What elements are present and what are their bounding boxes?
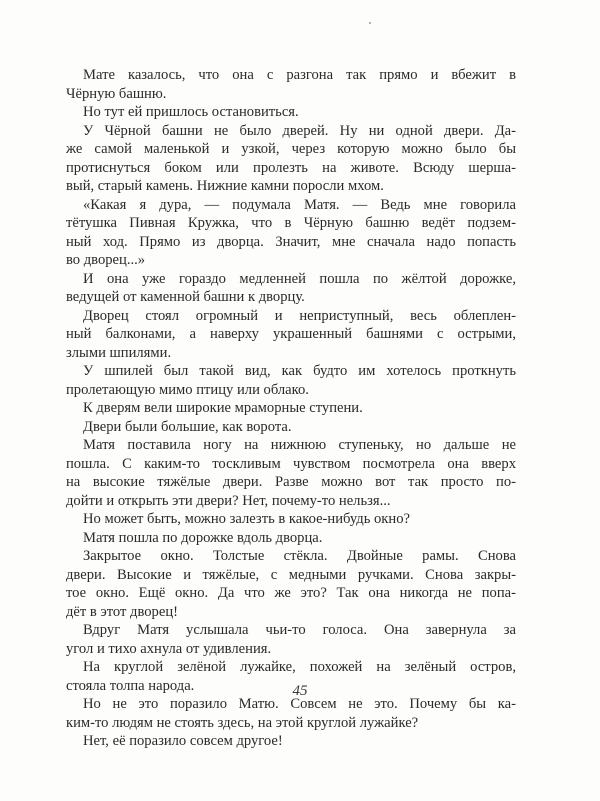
text-line: во дворец...»: [66, 252, 146, 268]
text-line: И она уже гораздо медленней пошла по жёлтой дорожке,: [83, 270, 516, 287]
text-line: тое окно. Ещё окно. Да что же это? Так она никогда не попа-: [66, 585, 516, 601]
text-line: Дворец стоял огромный и неприступный, весь облеплен-: [83, 307, 516, 324]
text-line: Матя пошла по дорожке вдоль дворца.: [83, 529, 323, 546]
text-line: ный ход. Прямо из дворца. Значит, мне сначала надо попасть: [66, 233, 516, 250]
text-line: Вдруг Матя услышала чьи-то голоса. Она завернула за: [83, 622, 516, 638]
text-line: на высокие тяжёлые двери. Разве можно вот так просто по-: [66, 474, 516, 490]
page-number: 45: [292, 683, 308, 699]
text-line: «Какая я дура, — подумала Матя. — Ведь мне говорила: [83, 196, 516, 213]
text-line: ведущей от каменной башни к дворцу.: [66, 289, 305, 305]
text-line: К дверям вели широкие мраморные ступени.: [83, 400, 363, 416]
text-line: злыми шпилями.: [66, 344, 172, 361]
text-line: Чёрную башню.: [66, 85, 167, 102]
text-line: дойти и открыть эти двери? Нет, почему-то нельзя...: [66, 492, 391, 509]
text-line: пролетающую мимо птицу или облако.: [66, 381, 309, 398]
print-speck: [369, 22, 371, 24]
text-line: Двери были большие, как ворота.: [83, 418, 292, 435]
text-line: На круглой зелёной лужайке, похожей на зелёный остров,: [83, 659, 516, 675]
text-line: дёт в этот дворец!: [66, 603, 179, 620]
text-line: ким-то людям не стоять здесь, на этой круглой лужайке?: [66, 714, 419, 731]
body-text: [66, 66, 516, 751]
text-line: Но не это поразило Матю. Совсем не это. Почему бы ка-: [83, 696, 516, 712]
text-line: же самой маленькой и узкой, через которую можно было бы: [66, 141, 516, 157]
text-line: протиснуться боком или пролезть на животе. Всюду шерша-: [66, 159, 516, 176]
text-line: Нет, её поразило совсем другое!: [83, 733, 283, 749]
text-line: стояла толпа народа.: [66, 677, 195, 694]
text-line: Закрытое окно. Толстые стёкла. Двойные рамы. Снова: [83, 548, 516, 564]
text-line: Но тут ей пришлось остановиться.: [83, 104, 299, 120]
text-line: У Чёрной башни не было дверей. Ну ни одной двери. Да-: [83, 122, 516, 139]
text-line: Матя поставила ногу на нижнюю ступеньку, но дальше не: [83, 437, 516, 453]
text-line: угол и тихо ахнула от удивления.: [66, 640, 272, 657]
text-line: двери. Высокие и тяжёлые, с медными ручками. Снова закры-: [66, 566, 516, 583]
text-line: Мате казалось, что она с разгона так прямо и вбежит в: [83, 67, 516, 83]
text-line: У шпилей был такой вид, как будто им хотелось проткнуть: [83, 363, 516, 379]
text-line: пошла. С каким-то тоскливым чувством посмотрела она вверх: [66, 455, 516, 472]
text-line: вый, старый камень. Нижние камни поросли мхом.: [66, 178, 384, 194]
text-line: тётушка Пивная Кружка, что в Чёрную башню ведёт подзем-: [66, 215, 516, 231]
text-line: Но может быть, можно залезть в какое-нибудь окно?: [83, 511, 410, 527]
text-line: ный балконами, а наверху украшенный башнями с острыми,: [66, 326, 516, 342]
